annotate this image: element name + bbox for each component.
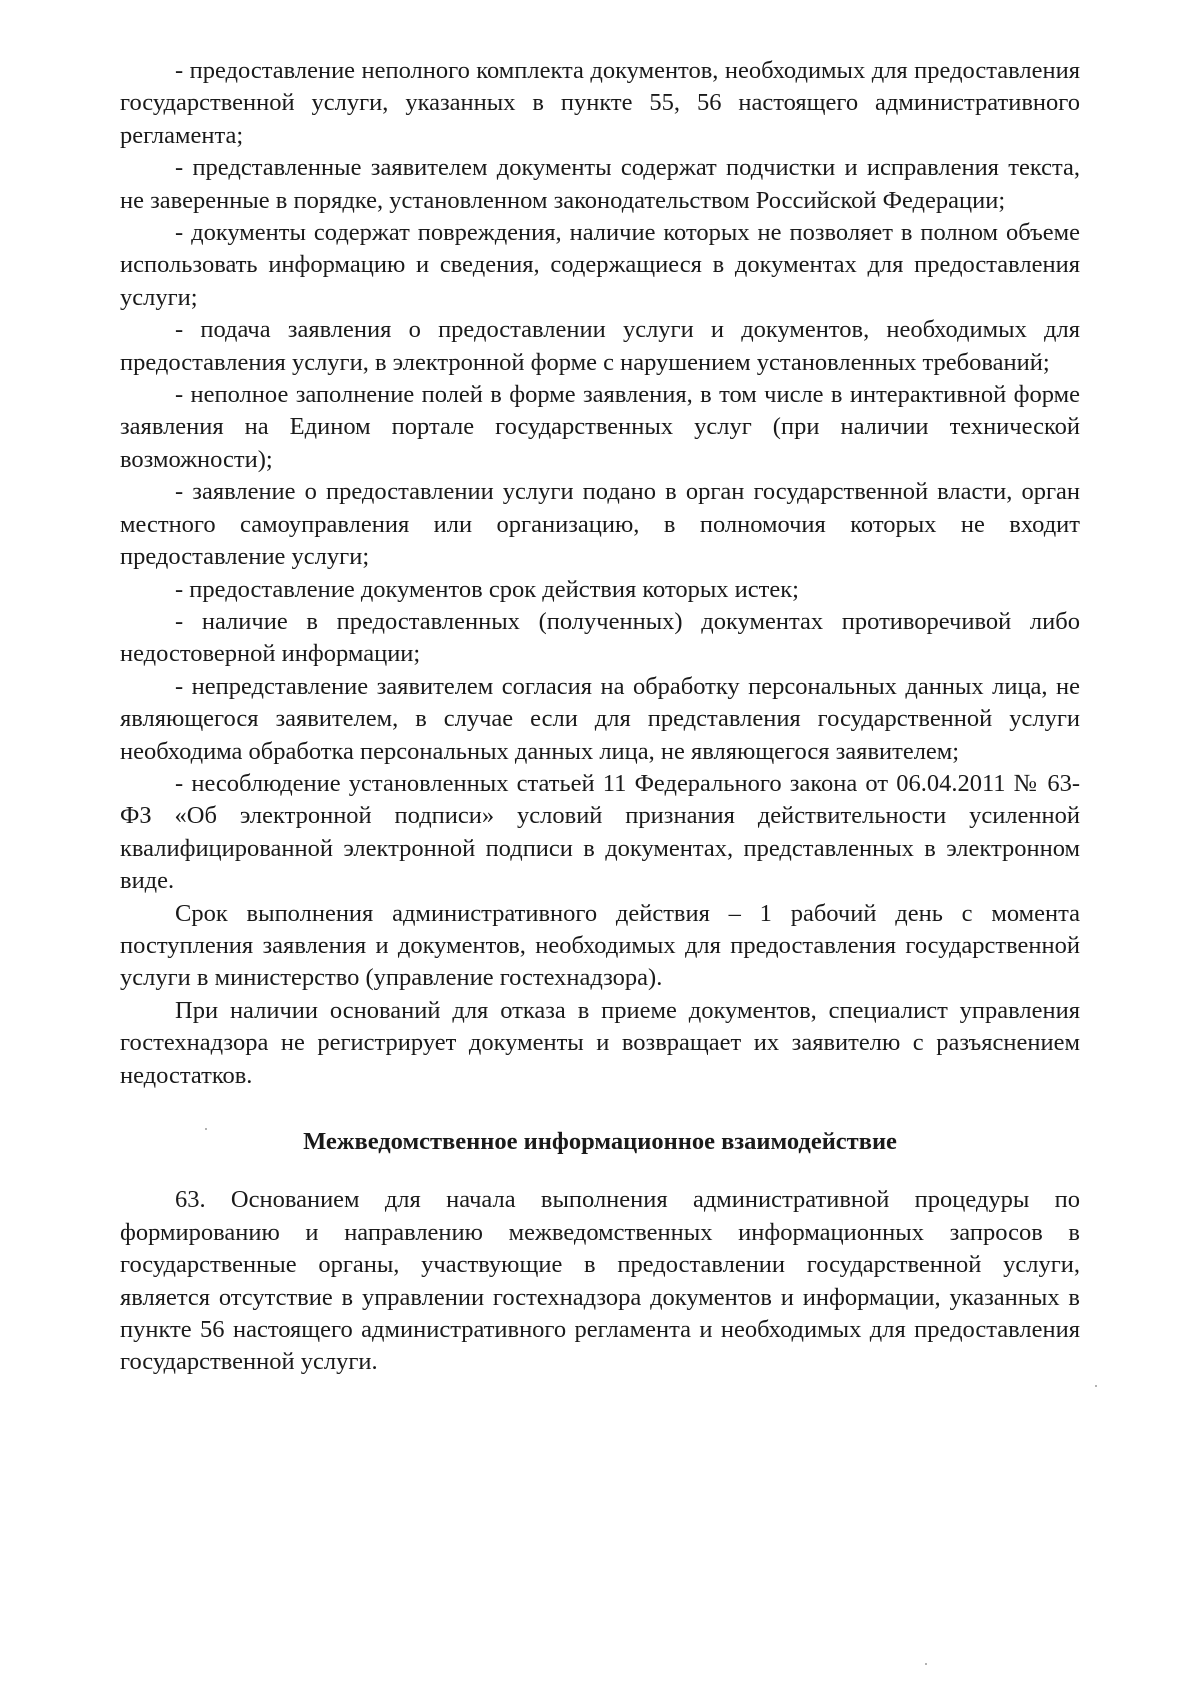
list-item-contradictory-information: - наличие в предоставленных (полученных) документах противоречивой либо недостоверной информации; [120, 607, 1080, 668]
list-item-signature-conditions: - несоблюдение установленных статьей 11 Федерального закона от 06.04.2011 № 63-ФЗ «Об электронной подписи» условий признания действительности усиленной квалифицированной электронной подписи в документах, представленных в электронном виде. [120, 769, 1080, 895]
paragraph-63: 63. Основанием для начала выполнения административной процедуры по формированию и направлению межведомственных информационных запросов в государственные органы, участвующие в предоставлении государственной услуги, является отсутствие в управлении гостехнадзора документов и информации, указанных в пункте 56 настоящего административного регламента и необходимых для предоставления государственной услуги. [120, 1186, 1080, 1376]
list-item-electronic-submission-violation: - подача заявления о предоставлении услуги и документов, необходимых для предоставления услуги, в электронной форме с нарушением установленных требований; [120, 316, 1080, 376]
scan-speck [925, 1663, 927, 1665]
list-item-incomplete-form-fields: - неполное заполнение полей в форме заявления, в том числе в интерактивной форме заявления на Едином портале государственных услуг (при наличии технической возможности); [120, 381, 1080, 473]
list-item-expired-documents: - предоставление документов срок действия которых истек; [175, 575, 799, 603]
document-body [120, 55, 1080, 1379]
scan-speck [1095, 1385, 1097, 1387]
scan-speck [205, 1128, 207, 1130]
paragraph-refusal-grounds: При наличии оснований для отказа в приеме документов, специалист управления гостехнадзора не регистрирует документы и возвращает их заявителю с разъяснением недостатков. [120, 996, 1080, 1089]
paragraph-deadline: Срок выполнения административного действия – 1 рабочий день с момента поступления заявления и документов, необходимых для предоставления государственной услуги в министерство (управление гостехнадзора). [120, 899, 1080, 992]
list-item-no-personal-data-consent: - непредставление заявителем согласия на обработку персональных данных лица, не являющегося заявителем, в случае если для представления государственной услуги необходима обработка персональных данных лица, не являющегося заявителем; [120, 672, 1080, 765]
list-item-wrong-authority: - заявление о предоставлении услуги подано в орган государственной власти, орган местного самоуправления или организацию, в полномочия которых не входит предоставление услуги; [120, 478, 1080, 571]
section-heading: Межведомственное информационное взаимодействие [303, 1128, 897, 1155]
list-item-erasures-corrections: - представленные заявителем документы содержат подчистки и исправления текста, не заверенные в порядке, установленном законодательством Российской Федерации; [120, 154, 1080, 214]
list-item-damaged-documents: - документы содержат повреждения, наличие которых не позволяет в полном объеме использовать информацию и сведения, содержащиеся в документах для предоставления услуги; [120, 219, 1080, 311]
list-item-incomplete-documents: - предоставление неполного комплекта документов, необходимых для предоставления государственной услуги, указанных в пункте 55, 56 настоящего административного регламента; [120, 57, 1080, 149]
